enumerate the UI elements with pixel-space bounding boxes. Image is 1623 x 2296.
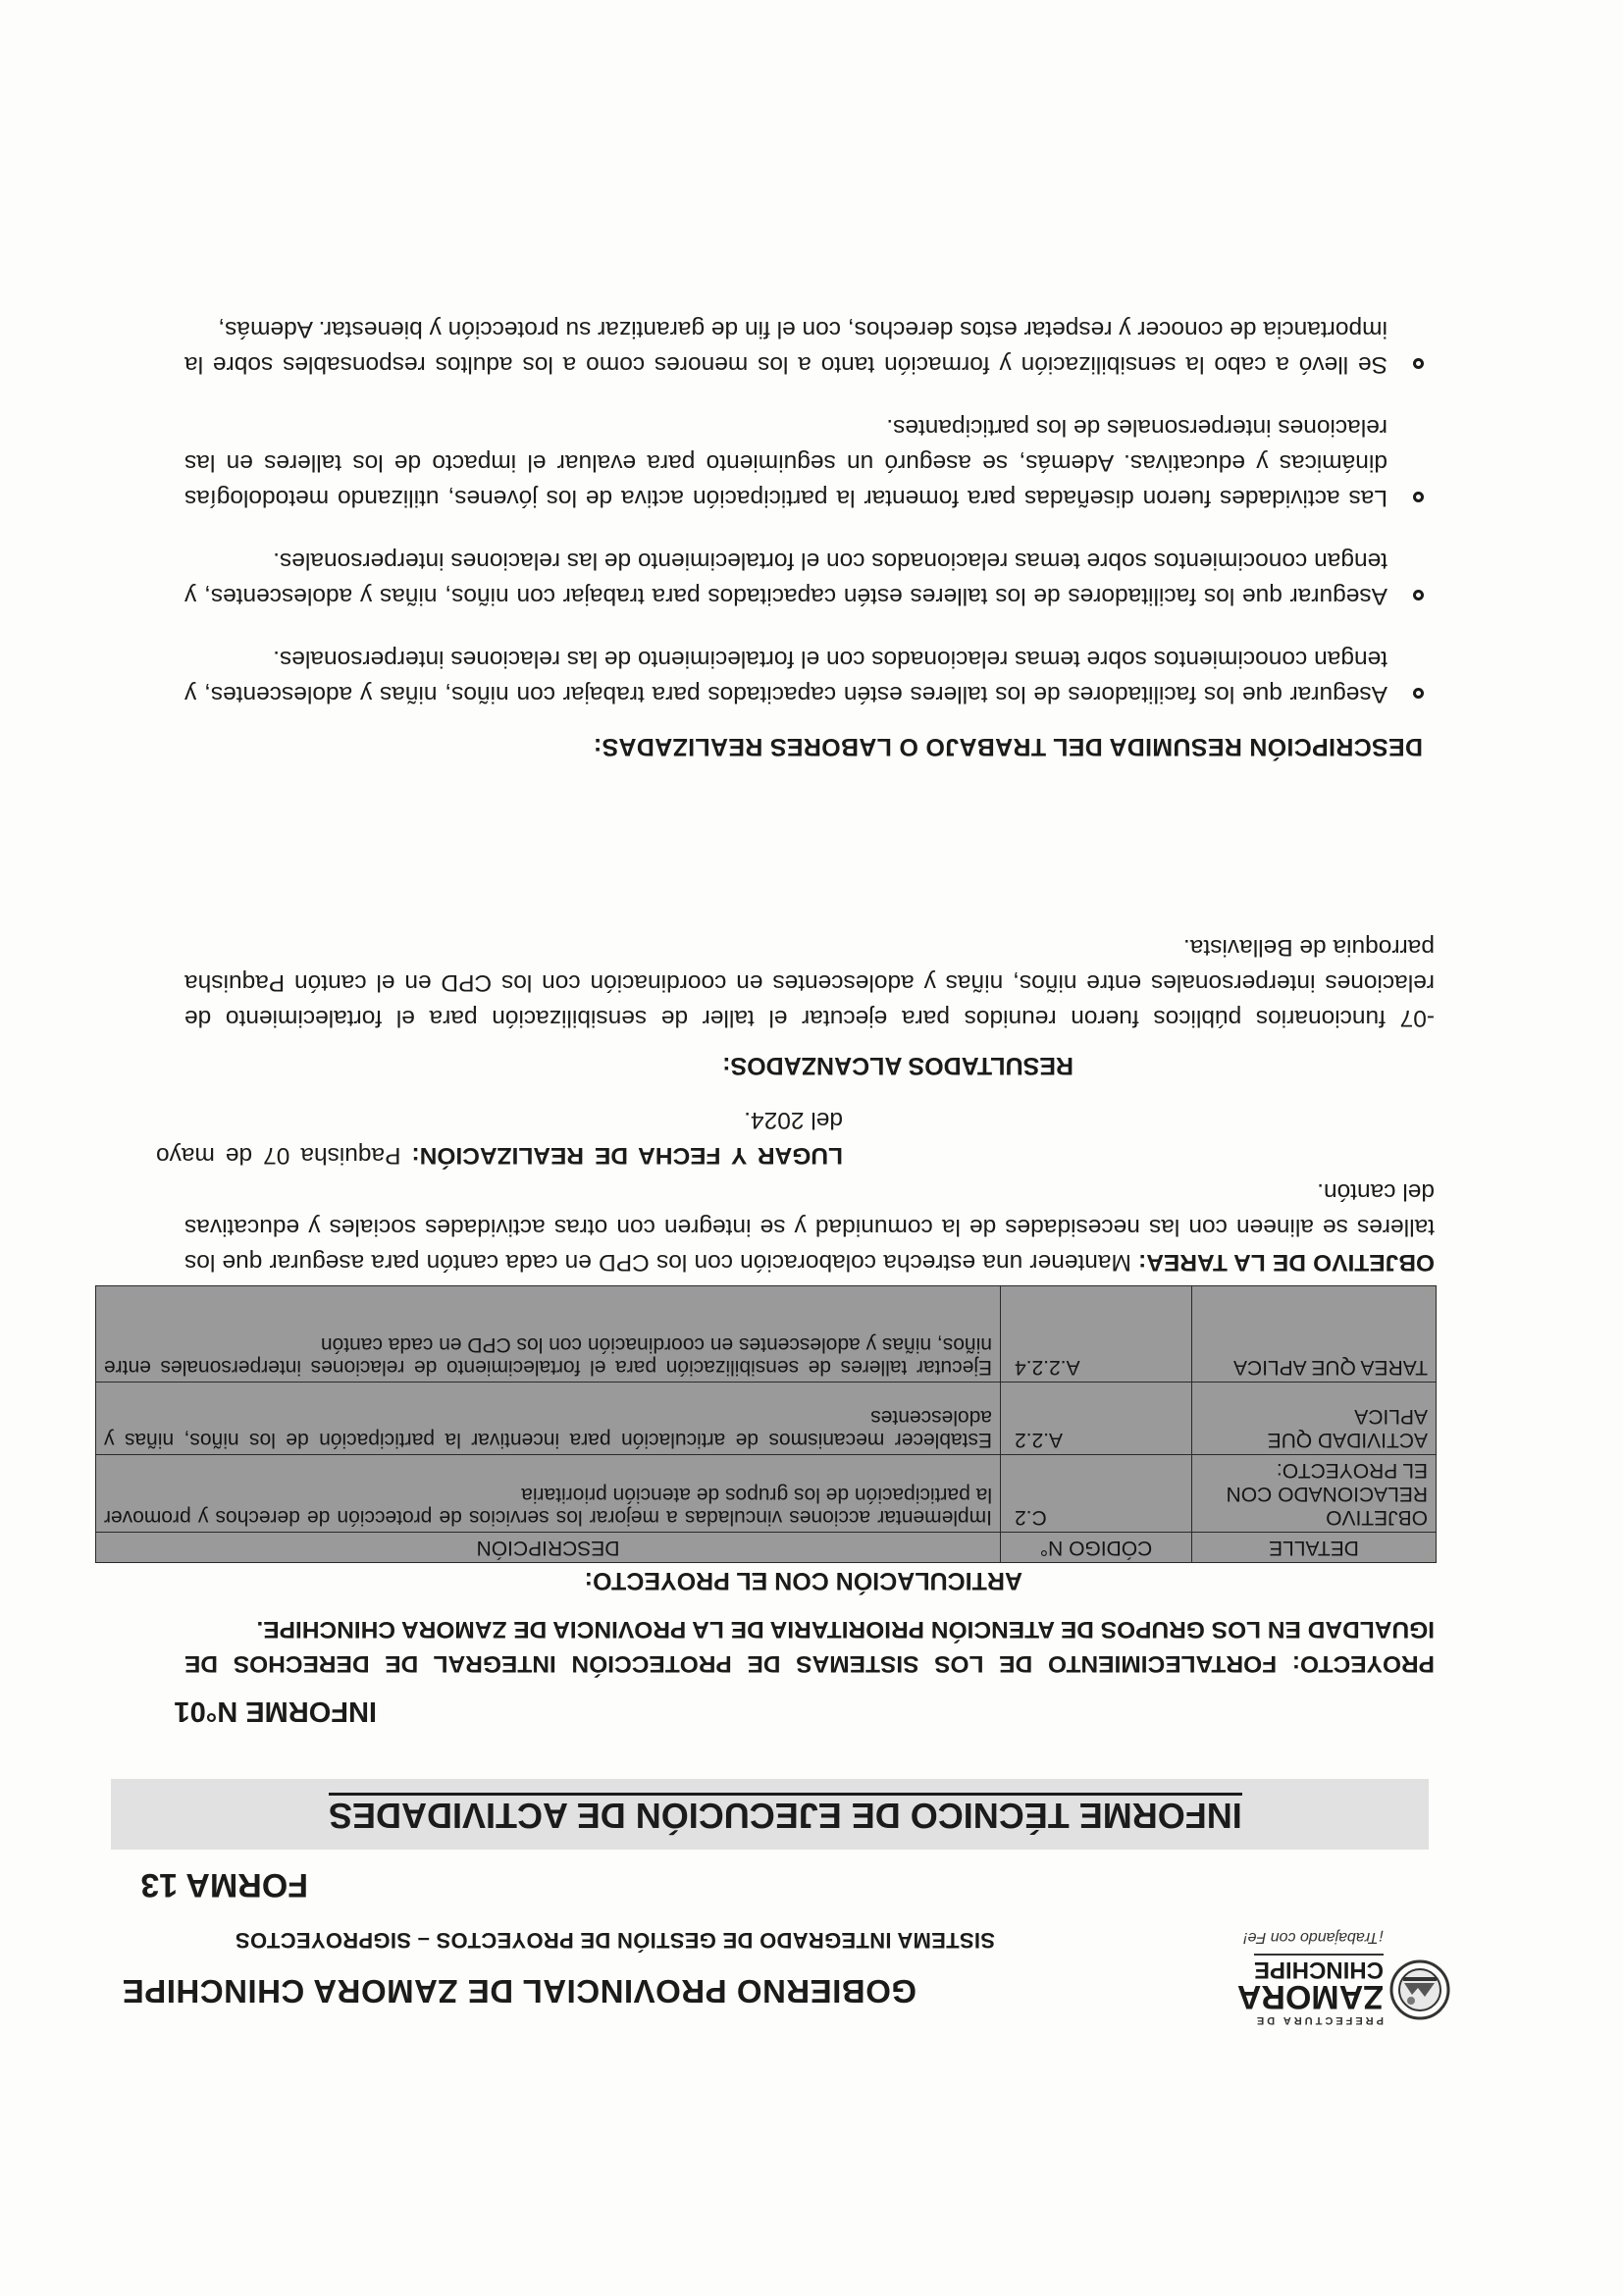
- place-date-text: Paquisha 07 de mayo del 2024.: [155, 1107, 843, 1169]
- logo-name-zamora: ZAMORA: [1236, 1978, 1384, 2015]
- articulation-title: ARTICULACIÓN CON EL PROYECTO:: [584, 1567, 1022, 1594]
- bullet-icon: [1413, 492, 1424, 502]
- bullet-icon: [1413, 688, 1424, 699]
- table-row: [96, 1286, 1437, 1383]
- project-text: FORTALECIMIENTO DE LOS SISTEMAS DE PROTECCIÓN INTEGRAL DE DERECHOS DE IGUALDAD EN LOS GRUPOS DE ATENCIÓN PRIORITARIA DE LA PROVINCIA DE ZAMORA CHINCHIPE.: [184, 1616, 1435, 1677]
- row-description: Ejecutar talleres de sensibilización para el fortalecimiento de relaciones interpersonales entre niños, niñas y adolescentes en coordinación con los CPD en cada cantón: [96, 1286, 1001, 1383]
- list-item-text: Asegurar que los facilitadores de los talleres estén capacitados para trabajar con niños, niñas y adolescentes, y tengan conocimientos sobre temas relacionados con el fortalecimiento de las relaciones interpersonales.: [184, 646, 1387, 707]
- bullet-icon: [1413, 590, 1424, 600]
- list-item: [184, 409, 1387, 515]
- table-row: [96, 1455, 1437, 1533]
- logo-name-chinchipe: CHINCHIPE: [1254, 1954, 1384, 1981]
- list-item-text: Asegurar que los facilitadores de los talleres estén capacitados para trabajar con niños, niñas y adolescentes, y tengan conocimientos sobre temas relacionados con el fortalecimiento de las relaciones interpersonales.: [184, 548, 1387, 609]
- project-label: PROYECTO:: [1291, 1650, 1435, 1677]
- list-item-text: Las actividades fueron diseñadas para fomentar la participación activa de los jóvenes, utilizando metodologías dinámicas y educativas. Además, se aseguró un seguimiento para evaluar el impacto de los talleres en las relaciones interpersonales de los participantes.: [184, 414, 1387, 511]
- articulation-table: [95, 1285, 1437, 1563]
- table-row: [96, 1383, 1437, 1455]
- description-title: DESCRIPCIÓN RESUMIDA DEL TRABAJO O LABORES REALIZADAS:: [593, 733, 1423, 760]
- row-detail: OBJETIVO RELACIONADO CON EL PROYECTO:: [1192, 1455, 1437, 1533]
- place-date-label: LUGAR Y FECHA DE REALIZACIÓN:: [411, 1142, 843, 1169]
- logo-slogan: ¡Trabajando con Fe!: [1243, 1929, 1384, 1946]
- list-item-text: Se llevó a cabo la sensibilización y formación tanto a los menores como a los adultos responsables sobre la importancia de conocer y respetar estos derechos, con el fin de garantizar su protección y bienestar. Además,: [184, 316, 1387, 378]
- row-code: A.2.2.4: [1001, 1286, 1192, 1383]
- bullet-icon: [1413, 358, 1424, 369]
- task-objective: [184, 1174, 1435, 1279]
- header-detail: DETALLE: [1192, 1533, 1437, 1563]
- form-number: FORMA 13: [140, 1866, 308, 1904]
- header-description: DESCRIPCIÓN: [96, 1533, 1001, 1563]
- report-number: INFORME N°01: [174, 1696, 377, 1727]
- row-code: A.2.2: [1001, 1383, 1192, 1455]
- list-item: [184, 641, 1387, 711]
- list-item: [184, 311, 1387, 382]
- row-description: Implementar acciones vinculadas a mejorar los servicios de protección de derechos y promover la participación de los grupos de atención prioritaria: [96, 1455, 1001, 1533]
- description-list: [184, 284, 1387, 711]
- objective-label: OBJETIVO DE LA TAREA:: [1138, 1249, 1435, 1276]
- objective-text: Mantener una estrecha colaboración con los CPD en cada cantón para asegurar que los talleres se alineen con las necesidades de la comunidad y se integren con otras actividades sociales y educativas del cantón.: [184, 1178, 1435, 1276]
- project-statement: [184, 1612, 1435, 1681]
- system-name: SISTEMA INTEGRADO DE GESTIÓN DE PROYECTOS – SIGPROYECTOS: [235, 1928, 995, 1953]
- row-detail: TAREA QUE APLICA: [1192, 1286, 1437, 1383]
- crest-icon: [1389, 1959, 1450, 2020]
- row-description: Establecer mecanismos de articulación para incentivar la participación de los niños, niñas y adolescentes: [96, 1383, 1001, 1455]
- list-item: [184, 543, 1387, 613]
- results-text: -07 funcionarios públicos fueron reunidos para ejecutar el taller de sensibilización para el fortalecimiento de relaciones interpersonales entre niños, niñas y adolescentes en coordinación con los CPD en el cantón Paquisha parroquia de Bellavista.: [184, 934, 1435, 1031]
- header-code: CÓDIGO N°: [1001, 1533, 1192, 1563]
- logo-tagline: PREFECTURA DE: [1253, 2014, 1384, 2026]
- page-title: INFORME TÉCNICO DE EJECUCIÓN DE ACTIVIDADES: [329, 1793, 1242, 1835]
- prefecture-logo: [1156, 1918, 1450, 2026]
- place-and-date: [156, 1102, 843, 1173]
- row-detail: ACTIVIDAD QUE APLICA: [1192, 1383, 1437, 1455]
- government-name: GOBIERNO PROVINCIAL DE ZAMORA CHINCHIPE: [122, 1973, 916, 2009]
- results-title: RESULTADOS ALCANZADOS:: [722, 1052, 1073, 1079]
- table-header-row: [96, 1533, 1437, 1563]
- title-band: [111, 1779, 1429, 1850]
- row-code: C.2: [1001, 1455, 1192, 1533]
